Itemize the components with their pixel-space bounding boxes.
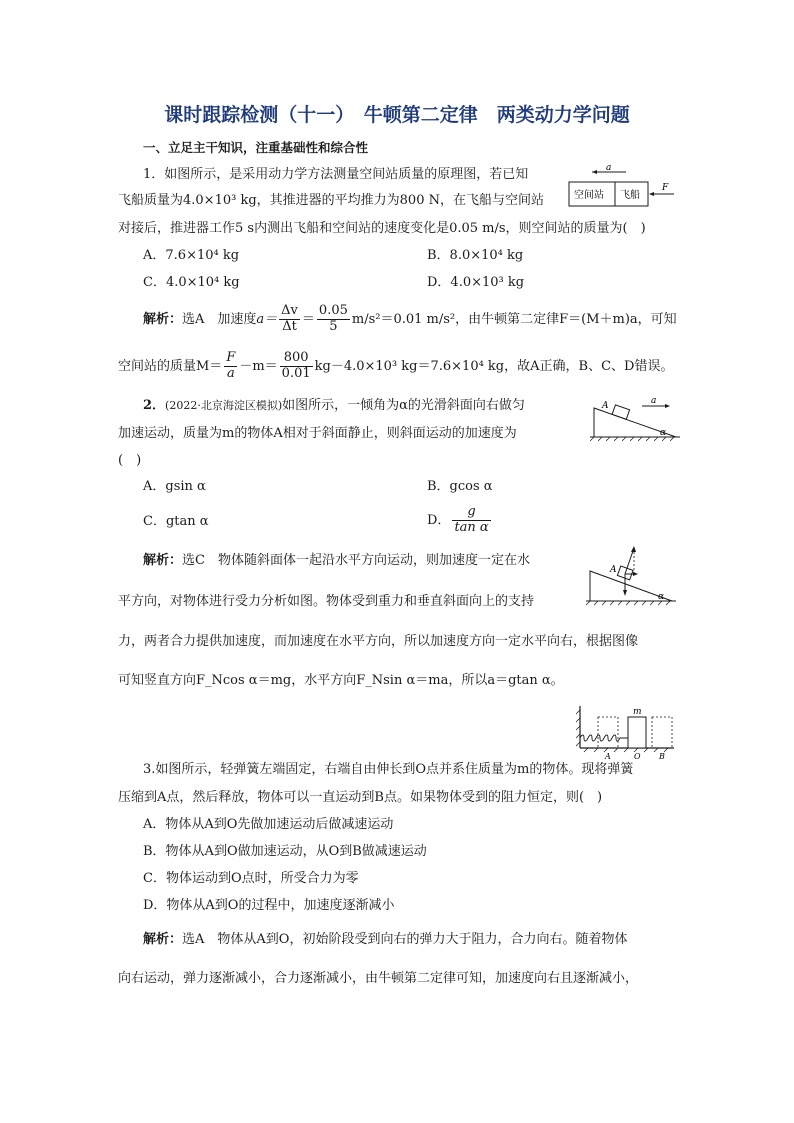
- q1-option-d: D．4.0×10³ kg: [427, 275, 525, 290]
- q2-fraction-g-tan: $\frac{g}{\text{tan α}}$: [454, 503, 489, 535]
- q1-fig-a-label: a: [606, 163, 612, 173]
- q3-solution-line1: 解析：选A 物体从A到O，初始阶段受到向右的弹力大于阻力，合力向右。随着物体: [143, 932, 628, 947]
- q3-option-b: B．物体从A到O做加速运动，从O到B做减速运动: [143, 844, 427, 859]
- q3-spring: [580, 735, 628, 741]
- q2-option-b: B．gcos α: [427, 479, 493, 494]
- svg-text:α: α: [658, 592, 665, 602]
- svg-text:O: O: [634, 752, 641, 761]
- q2-option-a: A．gsin α: [143, 479, 206, 494]
- q2-solution-figure: [580, 538, 680, 608]
- q1-fig-ship-label: 飞船: [620, 190, 640, 201]
- q1-fraction-dv-dt: $\frac{\Delta v}{\Delta t}$: [281, 302, 298, 334]
- q3-line2: 压缩到A点，然后释放，物体可以一直运动到B点。如果物体受到的阻力恒定，则( ): [118, 790, 603, 805]
- q1-option-b: B．8.0×10⁴ kg: [427, 248, 524, 263]
- q3-option-d: D．物体从A到O的过程中，加速度逐渐减小: [143, 898, 395, 913]
- q3-option-a: A．物体从A到O先做加速运动后做减速运动: [143, 817, 394, 832]
- q2-solution-line4: 可知竖直方向F_Ncos α＝mg，水平方向F_Nsin α＝ma，所以a＝gtan α。: [118, 673, 564, 688]
- q1-option-a: A．7.6×10⁴ kg: [143, 248, 240, 263]
- svg-text:m: m: [633, 707, 642, 717]
- q1-fraction-values: $\frac{0.05}{5}$: [318, 302, 348, 334]
- page-title: 课时跟踪检测（十一） 牛顿第二定律 两类动力学问题: [164, 104, 630, 126]
- q1-fraction-F-a: $\frac{F}{a}$: [226, 349, 236, 381]
- q1-fig-station-label: 空间站: [574, 190, 604, 201]
- q2-block: [612, 405, 629, 419]
- q1-line1: 1．如图所示，是采用动力学方法测量空间站质量的原理图，若已知: [143, 167, 529, 182]
- q2-solution-line3: 力，两者合力提供加速度，而加速度在水平方向，所以加速度方向一定水平向右，根据图像: [118, 634, 639, 649]
- q2-line3: ( ): [118, 453, 142, 468]
- q1-sol-text: 选A 加速度: [182, 311, 257, 327]
- q1-fraction-800: $\frac{800}{0.01}$: [281, 349, 311, 381]
- q1-solution-line2: 空间站的质量M＝ $\frac{F}{a}$ －m＝ $\frac{800}{0.01}$ kg－4.0×10³ kg＝7.6×10⁴ kg，故A正确，B、C、D错误。: [118, 349, 674, 381]
- q3-dashed-box-a: [598, 717, 618, 748]
- q2-solution-line1: 解析：选C 物体随斜面体一起沿水平方向运动，则加速度一定在水: [143, 553, 530, 568]
- q2-line1: 2．(2022·北京海淀区模拟)如图所示，一倾角为α的光滑斜面向右做匀: [143, 398, 525, 413]
- solution-label: 解析：: [143, 311, 183, 327]
- svg-text:α: α: [660, 428, 667, 438]
- q1-line2: 飞船质量为4.0×10³ kg，其推进器的平均推力为800 N，在飞船与空间站: [118, 193, 544, 208]
- q3-figure: [574, 700, 678, 760]
- q1-fig-F-label: F: [662, 183, 669, 193]
- q1-line3: 对接后，推进器工作5 s内测出飞船和空间站的速度变化是0.05 m/s，则空间站的质量为( ): [118, 221, 646, 236]
- q1-option-c: C．4.0×10⁴ kg: [143, 275, 240, 290]
- q2-solution-line2: 平方向，对物体进行受力分析如图。物体受到重力和垂直斜面向上的支持: [118, 594, 535, 609]
- svg-text:A: A: [602, 401, 609, 411]
- section-heading: 一、立足主干知识，注重基础性和综合性: [143, 140, 369, 155]
- q2-option-d: D． $\frac{g}{\text{tan α}}$: [427, 503, 489, 535]
- svg-text:B: B: [659, 752, 665, 761]
- svg-text:a: a: [651, 396, 657, 406]
- q2-line2: 加速运动，质量为m的物体A相对于斜面静止，则斜面运动的加速度为: [118, 426, 517, 441]
- svg-text:A: A: [605, 752, 611, 761]
- q3-block-m: [628, 717, 646, 748]
- q3-option-c: C．物体运动到O点时，所受合力为零: [143, 871, 359, 886]
- q3-dashed-box-b: [652, 717, 672, 748]
- q3-solution-line2: 向右运动，弹力逐渐减小，合力逐渐减小，由牛顿第二定律可知，加速度向右且逐渐减小，: [118, 971, 639, 986]
- q1-figure: [566, 165, 676, 213]
- q1-sol-a-eq: a＝: [256, 311, 278, 327]
- q2-source: (2022·北京海淀区模拟): [165, 399, 283, 412]
- q1-sol-text-2: m/s²＝0.01 m/s²，由牛顿第二定律F＝(M＋m)a，可知: [351, 311, 677, 327]
- svg-text:A: A: [610, 565, 617, 575]
- q2-option-c: C．gtan α: [143, 514, 209, 529]
- q2-figure: [584, 394, 684, 442]
- q1-solution-line1: 解析： 选A 加速度 a＝ $\frac{\Delta v}{\Delta t}$ ＝ $\frac{0.05}{5}$ m/s²＝0.01 m/s²，由牛顿第二定律F＝(M＋m)a，可知: [143, 302, 677, 334]
- q3-line1: 3.如图所示，轻弹簧左端固定，右端自由伸长到O点并系住质量为m的物体。现将弹簧: [143, 762, 634, 777]
